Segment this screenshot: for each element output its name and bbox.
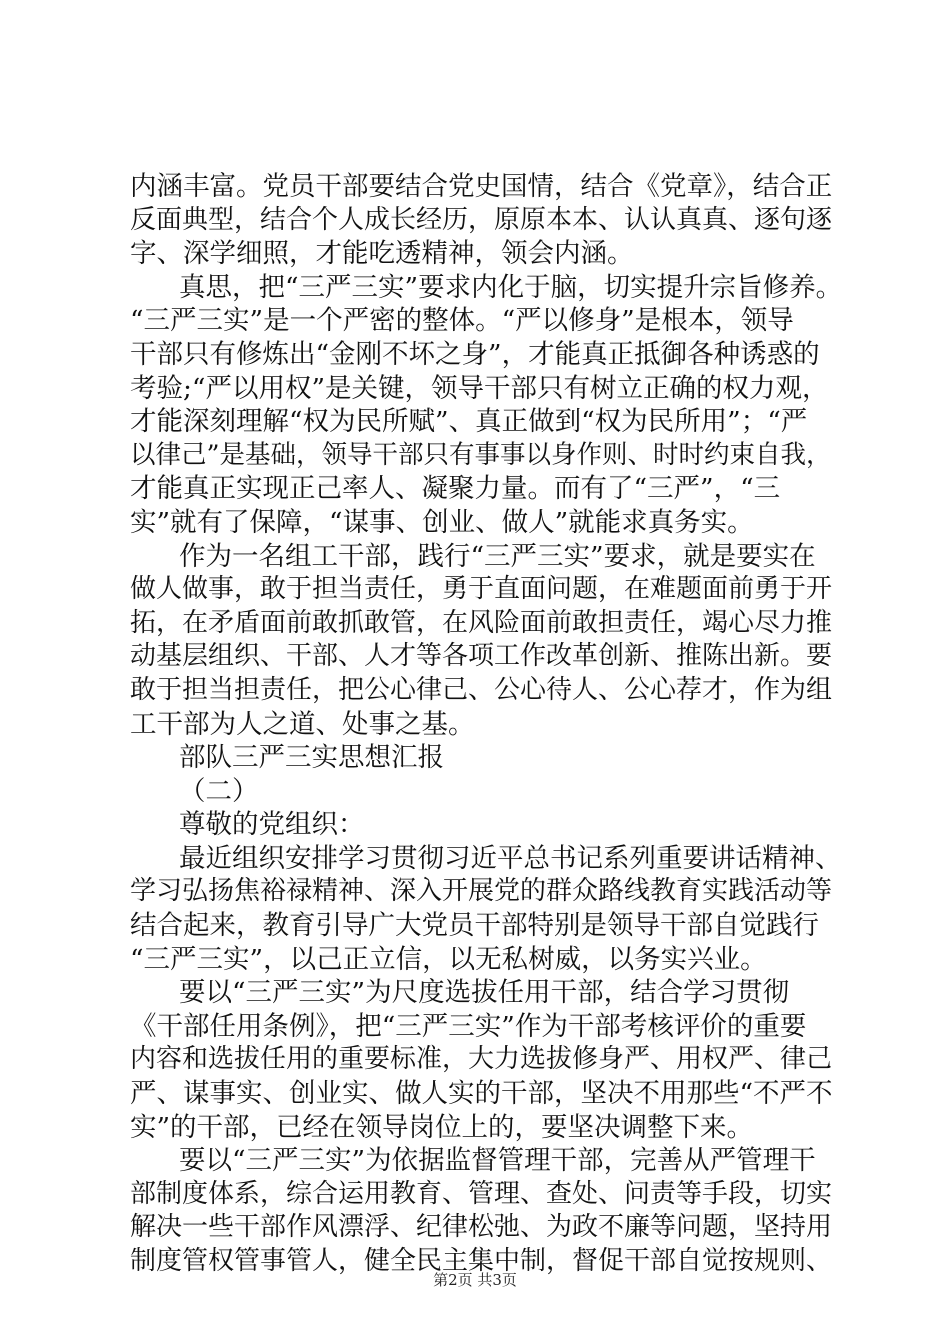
text-line: 最近组织安排学习贯彻习近平总书记系列重要讲话精神、 bbox=[179, 842, 842, 874]
text-line: 敢于担当担责任，把公心律己、公心待人、公心荐才，作为组 bbox=[130, 674, 833, 705]
text-line: 字、深学细照，才能吃透精神，领会内涵。 bbox=[130, 238, 634, 270]
text-line: 干部只有修炼出“金刚不坏之身”，才能真正抵御各种诱惑的 bbox=[130, 338, 820, 370]
text-line: 实”的干部，已经在领导岗位上的，要坚决调整下来。 bbox=[130, 1111, 754, 1143]
text-line: “三严三实”是一个严密的整体。“严以修身”是根本，领导 bbox=[130, 305, 794, 337]
salutation: 尊敬的党组织： bbox=[179, 809, 365, 841]
section-title: 部队三严三实思想汇报 bbox=[179, 742, 444, 774]
text-line: 以律己”是基础，领导干部只有事事以身作则、时时约束自我， bbox=[130, 439, 832, 470]
page-footer: 第2页 共3页 bbox=[433, 1271, 517, 1289]
text-line: 拓，在矛盾面前敢抓敢管，在风险面前敢担责任，竭心尽力推 bbox=[130, 607, 833, 638]
text-line: 实”就有了保障，“谋事、创业、做人”就能求真务实。 bbox=[130, 506, 754, 538]
text-line: 做人做事，敢于担当责任，勇于直面问题，在难题面前勇于开 bbox=[130, 574, 833, 605]
text-line: 内涵丰富。党员干部要结合党史国情，结合《党章》，结合正 bbox=[130, 171, 833, 202]
text-line: 反面典型，结合个人成长经历，原原本本、认认真真、逐句逐 bbox=[130, 204, 833, 235]
text-line: 才能深刻理解“权为民所赋”、真正做到“权为民所用”；“严 bbox=[130, 406, 808, 438]
text-line: 解决一些干部作风漂浮、纪律松弛、为政不廉等问题，坚持用 bbox=[130, 1212, 833, 1243]
text-line: 学习弘扬焦裕禄精神、深入开展党的群众路线教育实践活动等 bbox=[130, 876, 833, 907]
text-line: “三严三实”，以己正立信，以无私树威，以务实兴业。 bbox=[130, 943, 767, 975]
text-line: 《干部任用条例》，把“三严三实”作为干部考核评价的重要 bbox=[130, 1010, 807, 1042]
text-line: 内容和选拔任用的重要标准，大力选拔修身严、用权严、律己 bbox=[130, 1044, 833, 1075]
text-line: 部制度体系，综合运用教育、管理、查处、问责等手段，切实 bbox=[130, 1178, 833, 1209]
text-line: 严、谋事实、创业实、做人实的干部，坚决不用那些“不严不 bbox=[130, 1078, 833, 1110]
text-line: 制度管权管事管人，健全民主集中制，督促干部自觉按规则、 bbox=[130, 1246, 833, 1276]
text-line: 作为一名组工干部，践行“三严三实”要求，就是要实在 bbox=[179, 540, 816, 572]
text-line: 工干部为人之道、处事之基。 bbox=[130, 708, 475, 740]
section-number: （二） bbox=[179, 775, 259, 807]
text-line: 结合起来，教育引导广大党员干部特别是领导干部自觉践行 bbox=[130, 910, 819, 942]
text-line: 考验;“严以用权”是关键，领导干部只有树立正确的权力观， bbox=[130, 372, 829, 404]
text-line: 才能真正实现正己率人、凝聚力量。而有了“三严”，“三 bbox=[130, 473, 781, 505]
text-line: 要以“三严三实”为依据监督管理干部，完善从严管理干 bbox=[179, 1145, 816, 1177]
text-line: 要以“三严三实”为尺度选拔任用干部，结合学习贯彻 bbox=[179, 977, 790, 1009]
text-line: 动基层组织、干部、人才等各项工作改革创新、推陈出新。要 bbox=[130, 641, 833, 672]
document-body bbox=[130, 170, 842, 1279]
text-line: 真思，把“三严三实”要求内化于脑，切实提升宗旨修养。 bbox=[179, 271, 843, 303]
